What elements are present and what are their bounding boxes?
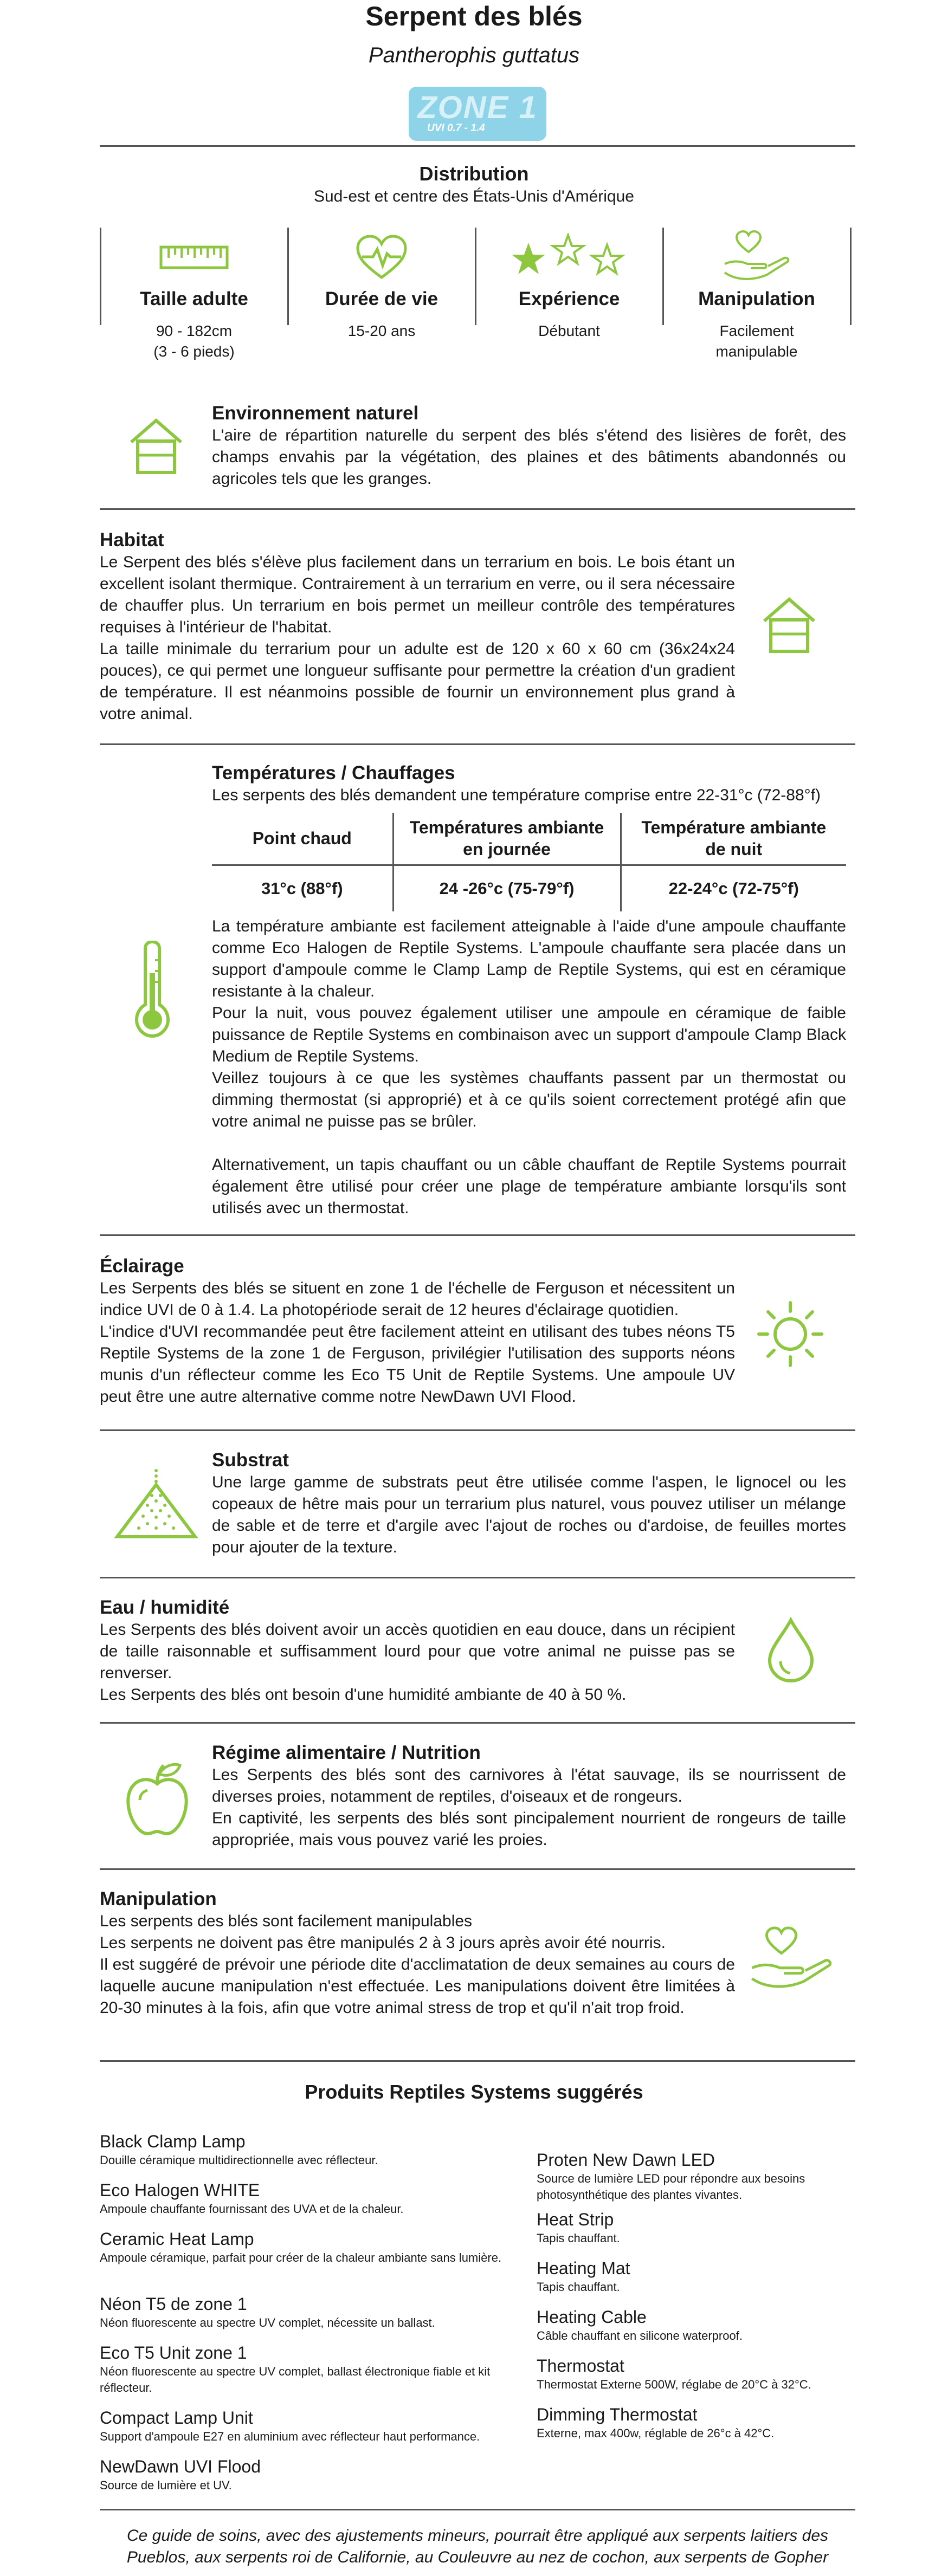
divider: [100, 1868, 855, 1870]
product-item: [537, 2306, 840, 2355]
product-item: [100, 2179, 517, 2228]
habitat-text: Le Serpent des blés s'élève plus facilement dans un terrarium en bois. Le bois étant un excellent isolant thermique. Contrairement à un terrarium en verre, ou il sera nécessaire de chauffer plus. Un terrarium en bois permet un meilleur contrôle des températures requises à l'intérieur de l'habitat. La taille minimale du terrarium pour un adulte est de 120 x 60 x 60 cm (36x24x24 pouces), ce qui permet une longueur suffisante pour permettre la création d'un gradient de température. Il est néanmoins possible de fournir un environnement plus grand à votre animal.: [100, 553, 735, 723]
product-desc: Néon fluorescente au spectre UV complet, nécessite un ballast.: [100, 2316, 435, 2329]
product-desc: Ampoule chauffante fournissant des UVA et de la chaleur.: [100, 2202, 404, 2216]
water-title: Eau / humidité: [100, 1597, 230, 1618]
product-item: [537, 2355, 840, 2404]
product-desc: Tapis chauffant.: [537, 2280, 620, 2294]
table-header: Température ambiante de nuit: [621, 813, 846, 865]
lighting-title: Éclairage: [100, 1255, 184, 1277]
diet-title: Régime alimentaire / Nutrition: [212, 1742, 481, 1763]
temperature-text: La température ambiante est facilement atteignable à l'aide d'une ampoule chauffante comme Eco Halogen de Reptile Systems. L'ampoule chauffante sera placée dans un support d'ampoule comme le Clamp Lamp de Reptile Systems, qui est en céramique resistante à la chaleur. Pour la nuit, vous pouvez également utiliser une ampoule en céramique de faible puissance de Reptile Systems en combinaison avec un support d'ampoule Clamp Black Medium de Reptile Systems. Veillez toujours à ce que les systèmes chauffants passent par un thermostat ou dimming thermostat (si approprié) et à ce qu'ils soient correctement protégé afin que votre animal ne puisse pas se brûler. Alternativement, un tapis chauffant ou un câble chauffant de Reptile Systems pourrait également être utilisé pour créer une plage de température ambiante lorsqu'ils sont utilisés avec un thermostat.: [212, 917, 846, 1217]
product-name: Heating Mat: [537, 2258, 630, 2278]
stat-lifespan: [287, 228, 476, 339]
house-icon: [128, 416, 184, 476]
stat-value: Débutant: [538, 322, 600, 339]
divider: [100, 743, 855, 745]
substrate-title: Substrat: [212, 1449, 289, 1471]
table-header: Températures ambiante en journée: [393, 813, 621, 865]
temperature-intro: Les serpents des blés demandent une température comprise entre 22-31°c (72-88°f): [212, 786, 821, 804]
zone-label: ZONE 1: [417, 90, 538, 125]
divider: [100, 145, 855, 147]
stat-label: Manipulation: [698, 288, 815, 309]
product-name: Ceramic Heat Lamp: [100, 2229, 254, 2249]
table-cell: 22-24°c (72-75°f): [621, 865, 846, 911]
product-name: Thermostat: [537, 2356, 624, 2376]
zone-badge: [409, 87, 546, 141]
ruler-icon: [100, 228, 288, 287]
stat-label: Expérience: [518, 288, 620, 309]
product-item: [100, 2456, 517, 2504]
product-desc: Externe, max 400w, réglable de 26°c à 42°C.: [537, 2426, 775, 2440]
product-item: [537, 2404, 840, 2452]
environment-text: L'aire de répartition naturelle du serpent des blés s'étend des lisières de forêt, des champs envahis par la végétation, des plaines et des bâtiments abandonnés ou agricoles tels que les granges.: [212, 426, 846, 488]
temperature-title: Températures / Chauffages: [212, 762, 455, 784]
sand-pile-icon: [114, 1467, 198, 1541]
product-name: Heating Cable: [537, 2307, 647, 2327]
product-item: [100, 2293, 517, 2342]
water-drop-icon: [766, 1617, 815, 1684]
product-desc: Douille céramique multidirectionnelle avec réflecteur.: [100, 2153, 378, 2167]
hand-heart-icon: [662, 228, 851, 287]
product-name: NewDawn UVI Flood: [100, 2457, 261, 2476]
stat-experience: [475, 228, 663, 339]
handling-text: Les serpents des blés sont facilement manipulables Les serpents ne doivent pas être manipulés 2 à 3 jours après avoir été nourris. Il est suggéré de prévoir une période dite d'acclimatation de deux semaines au cours de laquelle aucune manipulation n'est effectuée. Les manipulations doivent être limitées à 20-30 minutes à la fois, afin que votre animal stress de trop et qu'il n'ait trop froid.: [100, 1912, 735, 2017]
product-item: [537, 2257, 840, 2306]
heart-pulse-icon: [287, 228, 476, 287]
products-title: Produits Reptiles Systems suggérés: [305, 2081, 643, 2103]
handling-title: Manipulation: [100, 1888, 217, 1910]
product-name: Eco T5 Unit zone 1: [100, 2343, 247, 2363]
thermometer-icon: [133, 941, 171, 1038]
table-header: Point chaud: [212, 813, 393, 865]
divider: [100, 1234, 855, 1236]
hand-heart-icon: [748, 1925, 835, 1995]
divider: [100, 2509, 855, 2510]
latin-name: Pantherophis guttatus: [368, 43, 580, 67]
temperature-table: [212, 813, 846, 911]
product-item: [100, 2228, 517, 2293]
products-left-column: [100, 2131, 517, 2504]
product-name: Proten New Dawn LED: [537, 2150, 715, 2170]
product-item: [537, 2209, 840, 2257]
divider: [100, 1577, 855, 1578]
divider: [100, 2060, 855, 2062]
stat-handling: [662, 228, 851, 360]
product-name: Eco Halogen WHITE: [100, 2180, 260, 2200]
product-name: Heat Strip: [537, 2210, 614, 2229]
page-title: Serpent des blés: [365, 1, 583, 31]
water-text: Les Serpents des blés doivent avoir un accès quotidien en eau douce, dans un récipient de taille raisonnable et suffisamment lourd pour que votre animal ne puisse pas se renverser. Les Serpents des blés ont besoin d'une humidité ambiante de 40 à 50 %.: [100, 1621, 735, 1704]
product-desc: Source de lumière et UV.: [100, 2478, 232, 2492]
divider: [100, 1722, 855, 1724]
product-desc: Thermostat Externe 500W, réglabe de 20°C à 32°C.: [537, 2378, 811, 2391]
zone-uvi: UVI 0.7 - 1.4: [427, 122, 485, 134]
table-header-row: [212, 813, 846, 865]
sun-icon: [757, 1300, 824, 1368]
house-icon: [761, 595, 817, 655]
stat-value: 90 - 182cm (3 - 6 pieds): [153, 322, 235, 360]
stat-value: Facilement manipulable: [715, 322, 798, 360]
product-name: Dimming Thermostat: [537, 2405, 698, 2424]
product-name: Compact Lamp Unit: [100, 2408, 253, 2428]
product-item: [100, 2342, 517, 2407]
product-desc: Néon fluorescente au spectre UV complet, ballast électronique fiable et kit réflecteur.: [100, 2365, 491, 2394]
apple-icon: [124, 1760, 191, 1837]
product-desc: Tapis chauffant.: [537, 2231, 620, 2245]
divider: [100, 508, 855, 510]
footer-note: Ce guide de soins, avec des ajustements mineurs, pourrait être appliqué aux serpents laitiers des Pueblos, aux serpents roi de Californie, au Couleuvre au nez de cochon, aux serpents de Gopher: [126, 2527, 829, 2566]
product-name: Néon T5 de zone 1: [100, 2294, 247, 2314]
table-cell: 31°c (88°f): [261, 878, 343, 898]
product-desc: Support d'ampoule E27 en aluminium avec réflecteur haut performance.: [100, 2430, 480, 2443]
stat-label: Durée de vie: [325, 288, 438, 309]
environment-title: Environnement naturel: [212, 403, 419, 424]
diet-text: Les Serpents des blés sont des carnivores à l'état sauvage, ils se nourrissent de diverses proies, notamment de reptiles, d'oiseaux et de rongeurs. En captivité, les serpents des blés sont pincipalement nourrient de rongeurs de taille appropriée, mais vous pouvez varié les proies.: [212, 1766, 846, 1849]
stat-value: 15-20 ans: [347, 322, 416, 339]
products-right-column: [537, 2149, 840, 2452]
distribution-text: Sud-est et centre des États-Unis d'Amérique: [313, 187, 634, 205]
stat-label: Taille adulte: [140, 288, 248, 309]
lighting-text: Les Serpents des blés se situent en zone 1 de l'échelle de Ferguson et nécessitent un indice UVI de 0 à 1.4. La photopériode serait de 12 heures d'éclairage quotidien. L'indice d'UVI recommandée peut être facilement atteint en utilisant des tubes néons T5 Reptile Systems de la zone 1 de Ferguson, privilégier l'utilisation des supports néons munis d'un réflecteur comme les Eco T5 Unit de Reptile Systems. Une ampoule UV peut être une autre alternative comme notre NewDawn UVI Flood.: [100, 1279, 735, 1406]
table-cell: 24 -26°c (75-79°f): [393, 865, 621, 911]
substrate-text: Une large gamme de substrats peut être utilisée comme l'aspen, le lignocel ou les copeaux de hêtre mais pour un terrarium plus naturel, vous pouvez utiliser un mélange de sable et de terre et d'argile avec l'ajout de roches ou d'ardoise, de feuilles mortes pour ajouter de la texture.: [212, 1473, 846, 1556]
product-desc: Ampoule céramique, parfait pour créer de la chaleur ambiante sans lumière.: [100, 2251, 502, 2264]
table-row: [212, 865, 846, 911]
stars-icon: [475, 228, 663, 287]
product-item: [537, 2149, 840, 2209]
stat-size: [100, 228, 288, 360]
habitat-title: Habitat: [100, 529, 164, 551]
product-item: [100, 2407, 517, 2456]
product-desc: Source de lumière LED pour répondre aux besoins photosynthétique des plantes vivantes.: [537, 2172, 805, 2202]
product-item: [100, 2131, 517, 2179]
divider: [100, 1429, 855, 1431]
distribution-title: Distribution: [419, 163, 529, 185]
product-desc: Câble chauffant en silicone waterproof.: [537, 2329, 743, 2342]
product-name: Black Clamp Lamp: [100, 2132, 246, 2151]
